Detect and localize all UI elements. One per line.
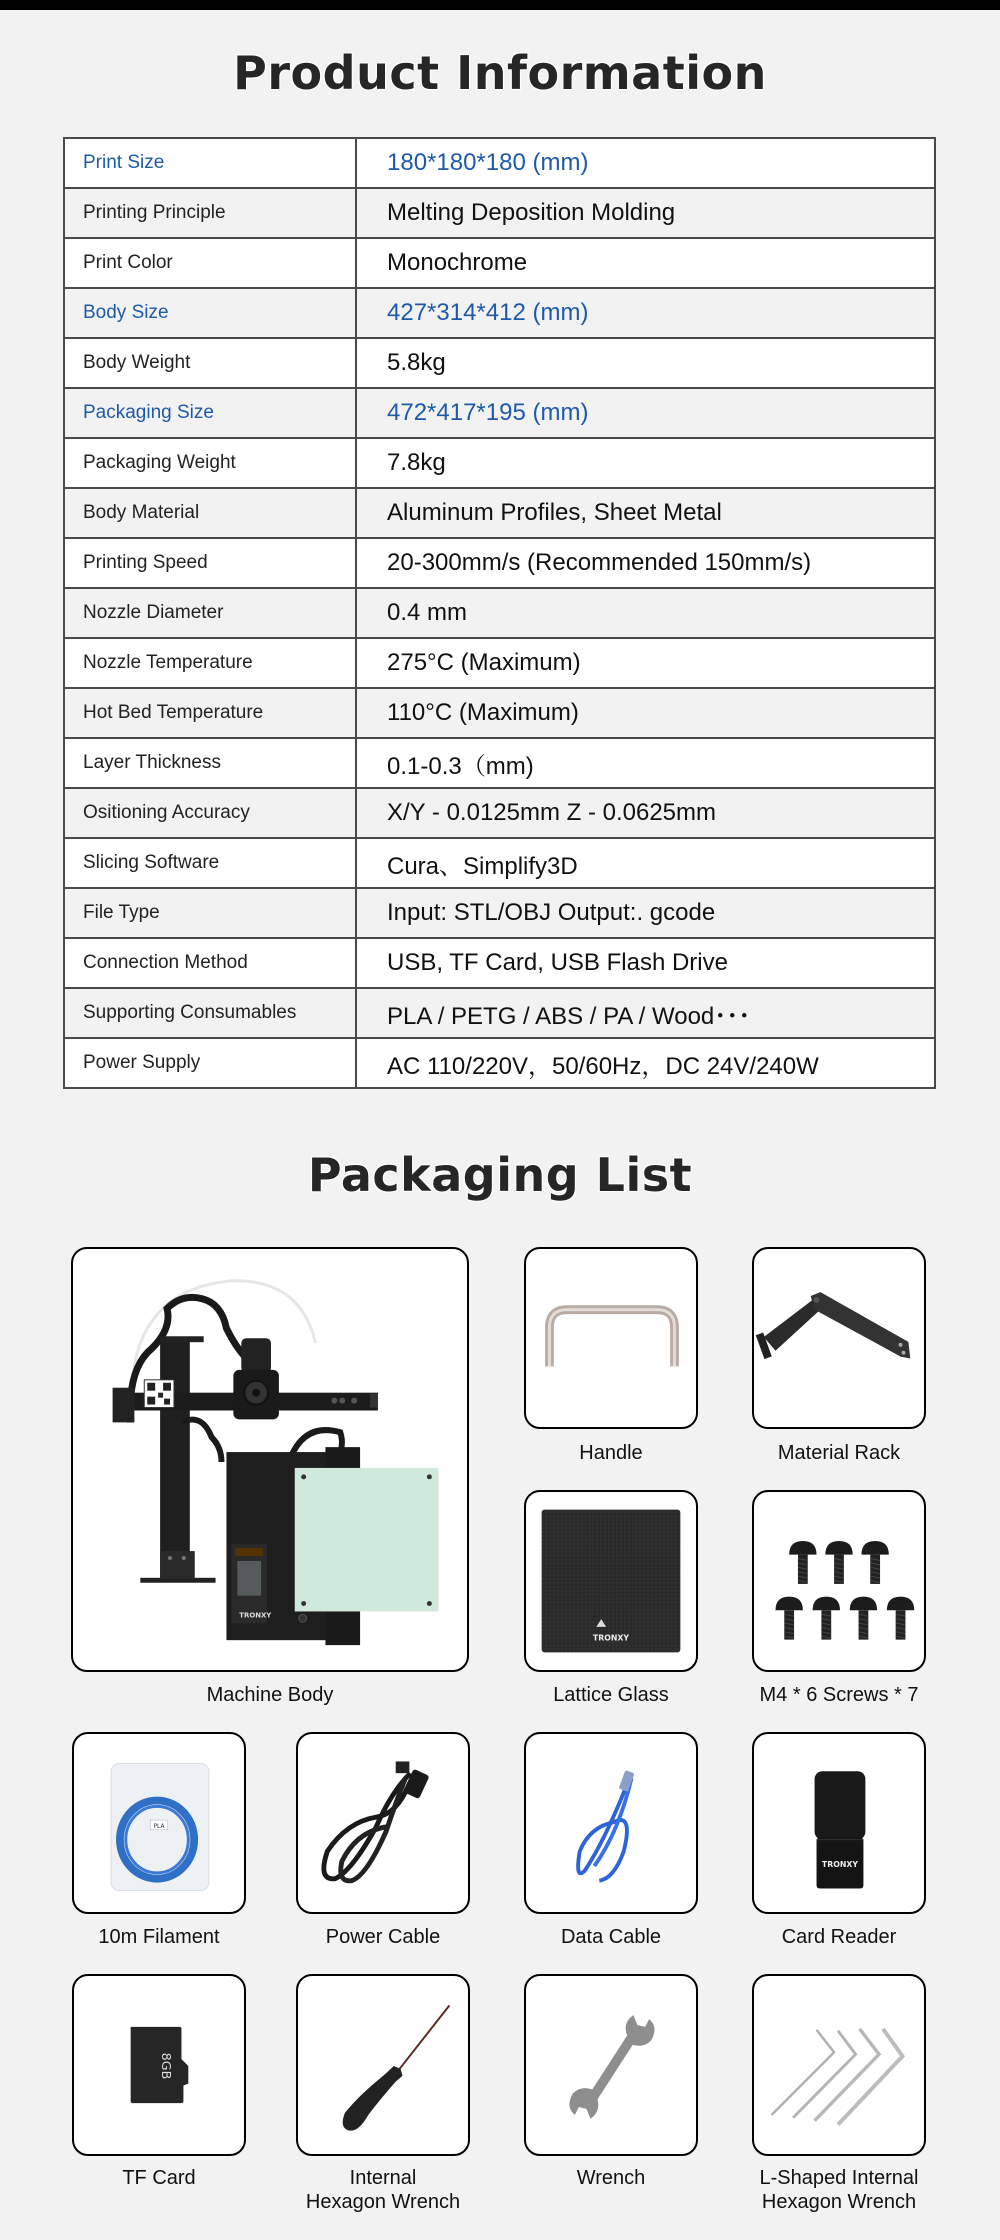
spec-label: Packaging Size: [64, 388, 356, 438]
label-line-1: L-Shaped Internal: [759, 2167, 919, 2189]
handle-image: [526, 1249, 696, 1427]
item-label-machine-body: Machine Body: [206, 1684, 334, 1706]
top-bar: [0, 0, 1000, 10]
spec-value: Melting Deposition Molding: [356, 188, 935, 238]
screws-image: [754, 1492, 924, 1670]
allen-keys-image: [754, 1976, 924, 2154]
item-label-handle: Handle: [579, 1442, 643, 1464]
spec-label: Layer Thickness: [64, 738, 356, 788]
item-card-l-shaped-hex-wrench: [752, 1974, 926, 2156]
item-card-wrench: [524, 1974, 698, 2156]
spec-value: 472*417*195 (mm): [356, 388, 935, 438]
packaging-list-title: Packaging List: [307, 1148, 693, 1202]
tronxy-logo: TRONXY: [239, 1611, 272, 1620]
spec-value: 0.4 mm: [356, 588, 935, 638]
item-card-screws: [752, 1490, 926, 1672]
screw: [825, 1541, 852, 1584]
item-label-l-shaped-hex-wrench: [752, 2166, 926, 2214]
screw: [775, 1597, 802, 1640]
spec-value: 0.1-0.3（mm): [356, 738, 935, 788]
spec-row: [64, 888, 935, 938]
item-label-filament: 10m Filament: [98, 1926, 220, 1948]
item-card-tf-card: [72, 1974, 246, 2156]
spec-row: [64, 538, 935, 588]
item-card-lattice-glass: [524, 1490, 698, 1672]
spec-value: USB, TF Card, USB Flash Drive: [356, 938, 935, 988]
item-label-lattice-glass: Lattice Glass: [553, 1684, 669, 1706]
item-label-tf-card: TF Card: [122, 2167, 196, 2189]
filament-image: [74, 1734, 244, 1912]
spec-label: Hot Bed Temperature: [64, 688, 356, 738]
screw: [887, 1597, 914, 1640]
spec-value: 110°C (Maximum): [356, 688, 935, 738]
spec-row: [64, 338, 935, 388]
spec-value: X/Y - 0.0125mm Z - 0.0625mm: [356, 788, 935, 838]
spec-value: Aluminum Profiles, Sheet Metal: [356, 488, 935, 538]
filament-tag: PLA: [153, 1823, 165, 1830]
spec-value: PLA / PETG / ABS / PA / Wood･･･: [356, 988, 935, 1038]
tronxy-logo: TRONXY: [821, 1859, 859, 1869]
spec-value: Monochrome: [356, 238, 935, 288]
tf-card-capacity: 8GB: [158, 2052, 174, 2080]
tronxy-logo: TRONXY: [592, 1633, 630, 1643]
item-label-material-rack: Material Rack: [777, 1442, 901, 1464]
spec-row: [64, 438, 935, 488]
spec-label: Ositioning Accuracy: [64, 788, 356, 838]
spec-row: [64, 388, 935, 438]
item-label-screws: M4 * 6 Screws * 7: [759, 1684, 919, 1706]
spec-value: 427*314*412 (mm): [356, 288, 935, 338]
spec-label: Nozzle Diameter: [64, 588, 356, 638]
spec-row: [64, 188, 935, 238]
power-cable-image: [298, 1734, 468, 1912]
spec-label: Power Supply: [64, 1038, 356, 1088]
spec-value: 5.8kg: [356, 338, 935, 388]
spec-label: Print Size: [64, 138, 356, 188]
data-cable-image: [526, 1734, 696, 1912]
item-card-material-rack: [752, 1247, 926, 1429]
spec-value: 180*180*180 (mm): [356, 138, 935, 188]
spec-row: [64, 638, 935, 688]
spec-row: [64, 738, 935, 788]
item-label-internal-hex-wrench: [296, 2166, 470, 2214]
screw: [850, 1597, 877, 1640]
spec-row: [64, 688, 935, 738]
spec-label: Body Weight: [64, 338, 356, 388]
spec-row: [64, 1038, 935, 1088]
spec-label: Printing Principle: [64, 188, 356, 238]
spec-label: File Type: [64, 888, 356, 938]
spec-value: Input: STL/OBJ Output:. gcode: [356, 888, 935, 938]
spec-value: AC 110/220V，50/60Hz，DC 24V/240W: [356, 1038, 935, 1088]
spec-row: [64, 288, 935, 338]
spec-table: [63, 137, 936, 1089]
spec-row: [64, 138, 935, 188]
item-label-wrench: Wrench: [576, 2167, 646, 2189]
spec-value: 275°C (Maximum): [356, 638, 935, 688]
spec-label: Printing Speed: [64, 538, 356, 588]
spec-label: Body Material: [64, 488, 356, 538]
spec-label: Supporting Consumables: [64, 988, 356, 1038]
spec-row: [64, 838, 935, 888]
spec-label: Slicing Software: [64, 838, 356, 888]
spec-value: 7.8kg: [356, 438, 935, 488]
item-card-machine-body: [71, 1247, 469, 1672]
spec-label: Print Color: [64, 238, 356, 288]
item-card-internal-hex-wrench: [296, 1974, 470, 2156]
item-card-card-reader: [752, 1732, 926, 1914]
screw: [813, 1597, 840, 1640]
product-information-title: Product Information: [233, 46, 767, 100]
spec-value: 20-300mm/s (Recommended 150mm/s): [356, 538, 935, 588]
label-line-2: Hexagon Wrench: [305, 2191, 461, 2213]
spec-row: [64, 238, 935, 288]
wrench-image: [526, 1976, 696, 2154]
item-card-data-cable: [524, 1732, 698, 1914]
screw: [861, 1541, 888, 1584]
spec-label: Packaging Weight: [64, 438, 356, 488]
item-label-card-reader: Card Reader: [781, 1926, 897, 1948]
spec-row: [64, 788, 935, 838]
label-line-1: Internal: [349, 2167, 417, 2189]
spec-row: [64, 488, 935, 538]
spec-row: [64, 988, 935, 1038]
spec-label: Connection Method: [64, 938, 356, 988]
spec-label: Nozzle Temperature: [64, 638, 356, 688]
lattice-glass-image: [526, 1492, 696, 1670]
item-label-power-cable: Power Cable: [325, 1926, 441, 1948]
item-card-handle: [524, 1247, 698, 1429]
item-label-data-cable: Data Cable: [560, 1926, 662, 1948]
spec-value: Cura、Simplify3D: [356, 838, 935, 888]
tf-card-image: [74, 1976, 244, 2154]
spec-row: [64, 588, 935, 638]
label-line-2: Hexagon Wrench: [761, 2191, 917, 2213]
card-reader-image: [754, 1734, 924, 1912]
spec-label: Body Size: [64, 288, 356, 338]
screwdriver-image: [298, 1976, 468, 2154]
screw: [789, 1541, 816, 1584]
material-rack-image: [754, 1249, 924, 1427]
item-card-filament: [72, 1732, 246, 1914]
printer-image: [73, 1249, 467, 1670]
spec-row: [64, 938, 935, 988]
item-card-power-cable: [296, 1732, 470, 1914]
